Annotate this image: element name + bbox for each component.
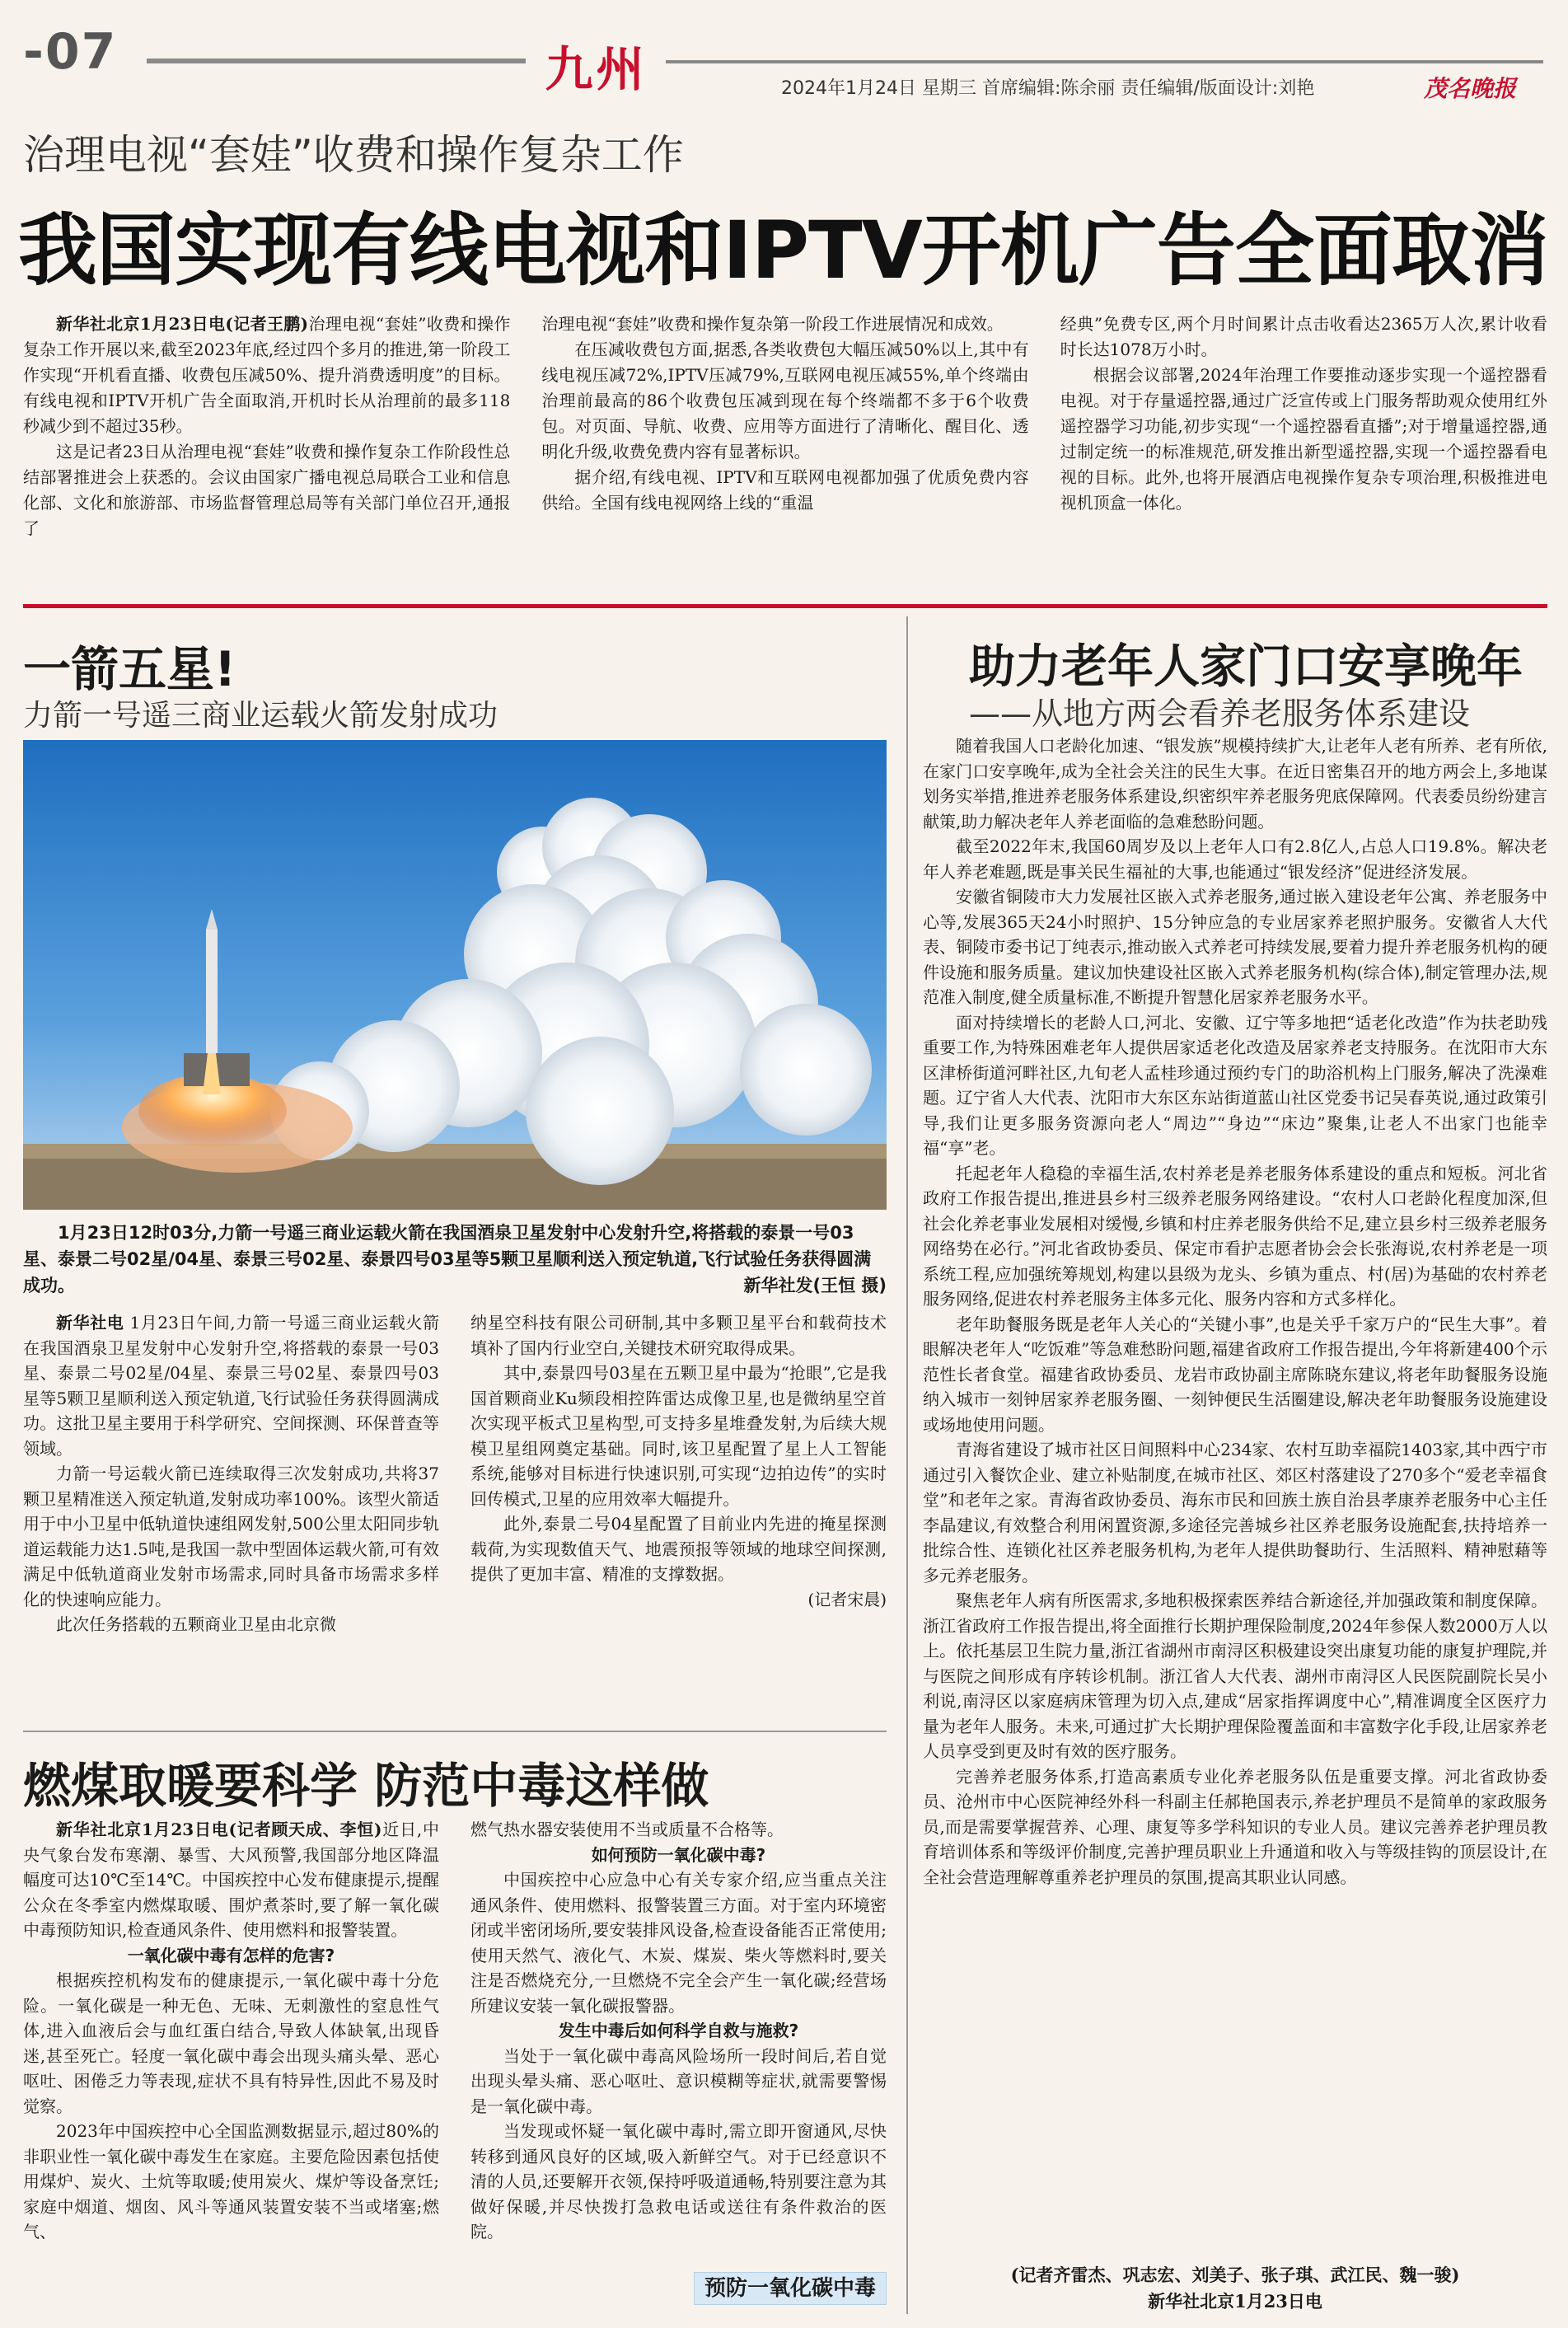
paragraph: 此外,泰景二号04星配置了目前业内先进的掩星探测载荷,为实现数值天气、地震预报等领域的地球空间探测,提供了更加丰富、精准的支撑数据。	[470, 1514, 887, 1584]
lead-column-3	[1060, 311, 1547, 585]
coal-article-body	[23, 1817, 887, 2312]
rocket-headline: 一箭五星!	[23, 641, 236, 697]
rocket-column-2	[470, 1310, 887, 1726]
paragraph: 根据会议部署,2024年治理工作要推动逐步实现一个遥控器看电视。对于存量遥控器,通过广泛宣传或上门服务帮助观众使用红外遥控器学习功能,初步实现“一个遥控器看直播”;对于增量遥控器,通过制定统一的标准规范,研发推出新型遥控器,实现一个遥控器看电视的目标。此外,也将开展酒店电视操作复杂专项治理,积极推进电视机顶盒一体化。	[1060, 365, 1547, 513]
lead-article-body	[23, 311, 1547, 585]
masthead-rule	[147, 59, 526, 63]
elder-article-body	[923, 733, 1547, 2287]
prevent-label: 预防一氧化碳中毒	[694, 2272, 887, 2306]
paragraph: 力箭一号运载火箭已连续取得三次发射成功,共将37颗卫星精准送入预定轨道,发射成功率100%。该型火箭适用于中小卫星中低轨道快速组网发射,500公里太阳同步轨道运载能力达1.5吨,是我国一款中型固体运载火箭,可有效满足中低轨道商业发射市场需求,同时具备市场需求多样化的快速响应能力。	[23, 1464, 439, 1609]
coal-headline: 燃煤取暖要科学 防范中毒这样做	[23, 1758, 709, 1814]
elder-dateline: 新华社北京1月23日电	[1148, 2291, 1322, 2312]
dateline-lead: 新华社电	[56, 1313, 124, 1333]
coal-divider	[23, 1731, 887, 1732]
masthead-rule-right	[666, 60, 1543, 63]
photo-credit: 新华社发(王恒 摄)	[743, 1276, 887, 1295]
rocket-column-1	[23, 1310, 439, 1726]
elder-subheadline: ——从地方两会看养老服务体系建设	[969, 696, 1471, 732]
paragraph: 随着我国人口老龄化加速、“银发族”规模持续扩大,让老年人老有所养、老有所依,在家门口安享晚年,成为全社会关注的民生大事。在近日密集召开的地方两会上,多地谋划务实举措,推进养老服务体系建设,织密织牢养老服务兜底保障网。代表委员纷纷建言献策,助力解决老年人养老面临的急难愁盼问题。	[923, 736, 1547, 831]
paragraph: 燃气热水器安装使用不当或质量不合格等。	[470, 1820, 784, 1839]
rocket-byline: (记者宋晨)	[807, 1589, 887, 1609]
paragraph: 中国疾控中心应急中心有关专家介绍,应当重点关注通风条件、使用燃料、报警装置三方面。对于室内环境密闭或半密闭场所,要安装排风设备,检查设备能否正常使用;使用天然气、液化气、木炭、煤炭、柴火等燃料时,要关注是否燃烧充分,一旦燃烧不完全会产生一氧化碳;经营场所建议安装一氧化碳报警器。	[470, 1870, 887, 2016]
rocket-launch-image	[23, 740, 887, 1210]
column-divider	[906, 616, 908, 2314]
paragraph: 经典”免费专区,两个月时间累计点击收看达2365万人次,累计收看时长达1078万小时。	[1060, 314, 1547, 359]
section-logo	[541, 33, 652, 97]
paragraph: 根据疾控机构发布的健康提示,一氧化碳中毒十分危险。一氧化碳是一种无色、无味、无刺激性的窒息性气体,进入血液后会与血红蛋白结合,导致人体缺氧,出现昏迷,甚至死亡。轻度一氧化碳中毒会出现头痛头晕、恶心呕吐、困倦乏力等表现,症状不具有特异性,因此不易及时觉察。	[23, 1970, 439, 2116]
lead-kicker: 治理电视“套娃”收费和操作复杂工作	[23, 131, 684, 179]
paragraph: 新华社北京1月23日电(记者顾天成、李恒)近日,中央气象台发布寒潮、暴雪、大风预警,我国部分地区降温幅度可达10℃至14℃。中国疾控中心发布健康提示,提醒公众在冬季室内燃煤取暖、围炉煮茶时,要了解一氧化碳中毒预防知识,检查通风条件、使用燃料和报警装置。	[23, 1820, 439, 1940]
paragraph: 2023年中国疾控中心全国监测数据显示,超过80%的非职业性一氧化碳中毒发生在家庭。主要危险因素包括使用煤炉、炭火、土炕等取暖;使用炭火、煤炉等设备烹饪;家庭中烟道、烟囱、风斗等通风装置安装不当或堵塞;燃气、	[23, 2121, 439, 2241]
lead-headline: 我国实现有线电视和IPTV开机广告全面取消	[18, 204, 1548, 297]
dateline-lead: 新华社北京1月23日电(记者顾天成、李恒)	[56, 1820, 382, 1839]
paragraph: 安徽省铜陵市大力发展社区嵌入式养老服务,通过嵌入建设老年公寓、养老服务中心等,发展365天24小时照护、15分钟应急的专业居家养老照护服务。安徽省人大代表、铜陵市委书记丁纯表示,推动嵌入式养老可持续发展,要着力提升养老服务机构的硬件设施和服务质量。建议加快建设社区嵌入式养老服务机构(综合体),制定管理办法,规范准入制度,健全质量标准,不断提升智慧化居家养老服务水平。	[923, 887, 1547, 1007]
paragraph: 当发现或怀疑一氧化碳中毒时,需立即开窗通风,尽快转移到通风良好的区域,吸入新鲜空气。对于已经意识不清的人员,还要解开衣领,保持呼吸道通畅,特别要注意为其做好保暖,并尽快拨打急救电话或送往有条件救治的医院。	[470, 2121, 887, 2241]
newspaper-logo: 茂名晚报	[1424, 75, 1517, 102]
lead-column-1	[23, 311, 510, 585]
paragraph: 新华社北京1月23日电(记者王鹏)治理电视“套娃”收费和操作复杂工作开展以来,截至2023年底,经过四个多月的推进,第一阶段工作实现“开机看直播、收费包压减50%、提升消费透明度”的目标。有线电视和IPTV开机广告全面取消,开机时长从治理前的最多118秒减少到不超过35秒。	[23, 314, 511, 436]
subheading: 一氧化碳中毒有怎样的危害?	[127, 1945, 335, 1965]
paragraph: 此次任务搭载的五颗商业卫星由北京微	[56, 1614, 336, 1634]
paragraph: 当处于一氧化碳中毒高风险场所一段时间后,若自觉出现头晕头痛、恶心呕吐、意识模糊等症状,就需要警惕是一氧化碳中毒。	[470, 2045, 887, 2116]
paragraph: 在压减收费包方面,据悉,各类收费包大幅压减50%以上,其中有线电视压减72%,IPTV压减79%,互联网电视压减55%,单个终端由治理前最高的86个收费包压减到现在每个终端都不多于6个收费包。对页面、导航、收费、应用等方面进行了清晰化、醒目化、透明化升级,收费免费内容有显著标识。	[541, 340, 1029, 461]
paragraph: 纳星空科技有限公司研制,其中多颗卫星平台和载荷技术填补了国内行业空白,关键技术研究取得成果。	[470, 1313, 887, 1358]
elder-headline: 助力老年人家门口安享晚年	[969, 640, 1523, 694]
prevent-label-box	[694, 2272, 887, 2306]
photo-caption-text: 1月23日12时03分,力箭一号遥三商业运载火箭在我国酒泉卫星发射中心发射升空,将搭载的泰景一号03星、泰景二号02星/04星、泰景三号02星、泰景四号03星等5颗卫星顺利送入预定轨道,飞行试验任务获得圆满成功。	[23, 1223, 872, 1295]
paragraph: 据介绍,有线电视、IPTV和互联网电视都加强了优质免费内容供给。全国有线电视网络上线的“重温	[541, 467, 1029, 513]
dateline-lead: 新华社北京1月23日电(记者王鹏)	[56, 314, 309, 334]
page-number: -07	[23, 23, 118, 81]
photo-caption	[23, 1220, 887, 1299]
paragraph: 这是记者23日从治理电视“套娃”收费和操作复杂工作阶段性总结部署推进会上获悉的。会议由国家广播电视总局联合工业和信息化部、文化和旅游部、市场监督管理总局等有关部门单位召开,通报了	[23, 442, 511, 538]
paragraph: 治理电视“套娃”收费和操作复杂第一阶段工作进展情况和成效。	[541, 314, 1004, 334]
paragraph: 截至2022年末,我国60周岁及以上老年人口有2.8亿人,占总人口19.8%。解决老年人养老难题,既是事关民生福祉的大事,也能通过“银发经济”促进经济发展。	[923, 836, 1547, 882]
paragraph: 托起老年人稳稳的幸福生活,农村养老是养老服务体系建设的重点和短板。河北省政府工作报告提出,推进县乡村三级养老服务网络建设。“农村人口老龄化程度加深,但社会化养老事业发展相对缓慢,乡镇和村庄养老服务供给不足,建立县乡村三级养老服务网络势在必行。”河北省政协委员、保定市看护志愿者协会会长张海说,农村养老是一项系统工程,应加强统筹规划,构建以县级为龙头、乡镇为重点、村(居)为基础的农村养老服务网络,促进农村养老服务主体多元化、服务内容和方式多样化。	[923, 1163, 1547, 1309]
masthead	[23, 23, 1547, 101]
issue-info: 2024年1月24日 星期三 首席编辑:陈余丽 责任编辑/版面设计:刘艳	[781, 78, 1315, 99]
rocket-subheadline: 力箭一号遥三商业运载火箭发射成功	[23, 699, 498, 733]
rocket-article-body	[23, 1310, 887, 1726]
paragraph: 其中,泰景四号03星在五颗卫星中最为“抢眼”,它是我国首颗商业Ku频段相控阵雷达成像卫星,也是微纳星空首次实现平板式卫星构型,可支持多星堆叠发射,为后续大规模卫星组网奠定基础。同时,该卫星配置了星上人工智能系统,能够对目标进行快速识别,可实现“边拍边传”的实时回传模式,卫星的应用效率大幅提升。	[470, 1363, 887, 1509]
paragraph: 老年助餐服务既是老年人关心的“关键小事”,也是关乎千家万户的“民生大事”。着眼解决老年人“吃饭难”等急难愁盼问题,福建省政府工作报告提出,今年将新建400个示范性长者食堂。福建省政协委员、龙岩市政协副主席陈晓东建议,将老年助餐服务设施纳入城市一刻钟居家养老服务圈、一刻钟便民生活圈建设,解决老年助餐服务设施建设或场地使用问题。	[923, 1314, 1547, 1435]
paragraph: 聚焦老年人病有所医需求,多地积极探索医养结合新途径,并加强政策和制度保障。浙江省政府工作报告提出,将全面推行长期护理保险制度,2024年参保人数2000万人以上。依托基层卫生院力量,浙江省湖州市南浔区积极建设突出康复功能的康复护理院,并与医院之间形成有序转诊机制。浙江省人大代表、湖州市南浔区人民医院副院长吴小利说,南浔区以家庭病床管理为切入点,建成“居家指挥调度中心”,精准调度全区医疗力量为老年人服务。未来,可通过扩大长期护理保险覆盖面和丰富数字化手段,让居家养老人员享受到更及时有效的医疗服务。	[923, 1590, 1547, 1761]
coal-column-2	[470, 1817, 887, 2312]
section-divider	[23, 604, 1547, 608]
paragraph: 面对持续增长的老龄人口,河北、安徽、辽宁等多地把“适老化改造”作为扶老助残重要工作,为特殊困难老年人提供居家适老化改造及居家养老支持服务。在沈阳市大东区津桥街道河畔社区,九旬老人孟桂珍通过预约专门的助浴机构上门服务,解决了洗澡难题。辽宁省人大代表、沈阳市大东区东站街道蓝山社区党委书记吴春英说,通过政策引导,我们让更多服务资源向老人“周边”“身边”“床边”聚集,让老人不出家门也能幸福“享”老。	[923, 1012, 1547, 1158]
subheading: 如何预防一氧化碳中毒?	[591, 1844, 766, 1865]
paragraph: 青海省建设了城市社区日间照料中心234家、农村互助幸福院1403家,其中西宁市通过引入餐饮企业、建立补贴制度,在城市社区、郊区村落建设了270多个“爱老幸福食堂”和老年之家。青海省政协委员、海东市民和回族土族自治县孝康养老服务中心主任李晶建议,有效整合利用闲置资源,多途径完善城乡社区养老服务设施配套,扶持培养一批综合性、连锁化社区养老服务机构,为老年人提供助餐助行、生活照料、精神慰藉等多元养老服务。	[923, 1440, 1547, 1586]
elder-byline	[923, 2262, 1547, 2315]
lead-column-2	[541, 311, 1028, 585]
elder-reporters: (记者齐雷杰、巩志宏、刘美子、张子琪、武江民、魏一骏)	[1010, 2265, 1460, 2285]
subheading: 发生中毒后如何科学自救与施救?	[558, 2021, 799, 2040]
coal-column-1	[23, 1817, 439, 2312]
section-logo-text: 九州	[545, 41, 648, 97]
paragraph: 新华社电 1月23日午间,力箭一号遥三商业运载火箭在我国酒泉卫星发射中心发射升空,将搭载的泰景一号03星、泰景二号02星/04星、泰景三号02星、泰景四号03星等5颗卫星顺利送入预定轨道,飞行试验任务获得圆满成功。这批卫星主要用于科学研究、空间探测、环保普查等领域。	[23, 1313, 439, 1459]
rocket-launch-photo	[23, 740, 887, 1210]
paragraph: 完善养老服务体系,打造高素质专业化养老服务队伍是重要支撑。河北省政协委员、沧州市中心医院神经外科一科副主任郝艳国表示,养老护理员不是简单的家政服务员,而是需要掌握营养、心理、康复等多学科知识的专业人员。建议完善养老护理员教育培训体系和等级评价制度,完善护理员职业上升通道和收入与等级挂钩的顶层设计,在全社会营造理解尊重养老护理员的氛围,提高其职业认同感。	[923, 1766, 1547, 1887]
